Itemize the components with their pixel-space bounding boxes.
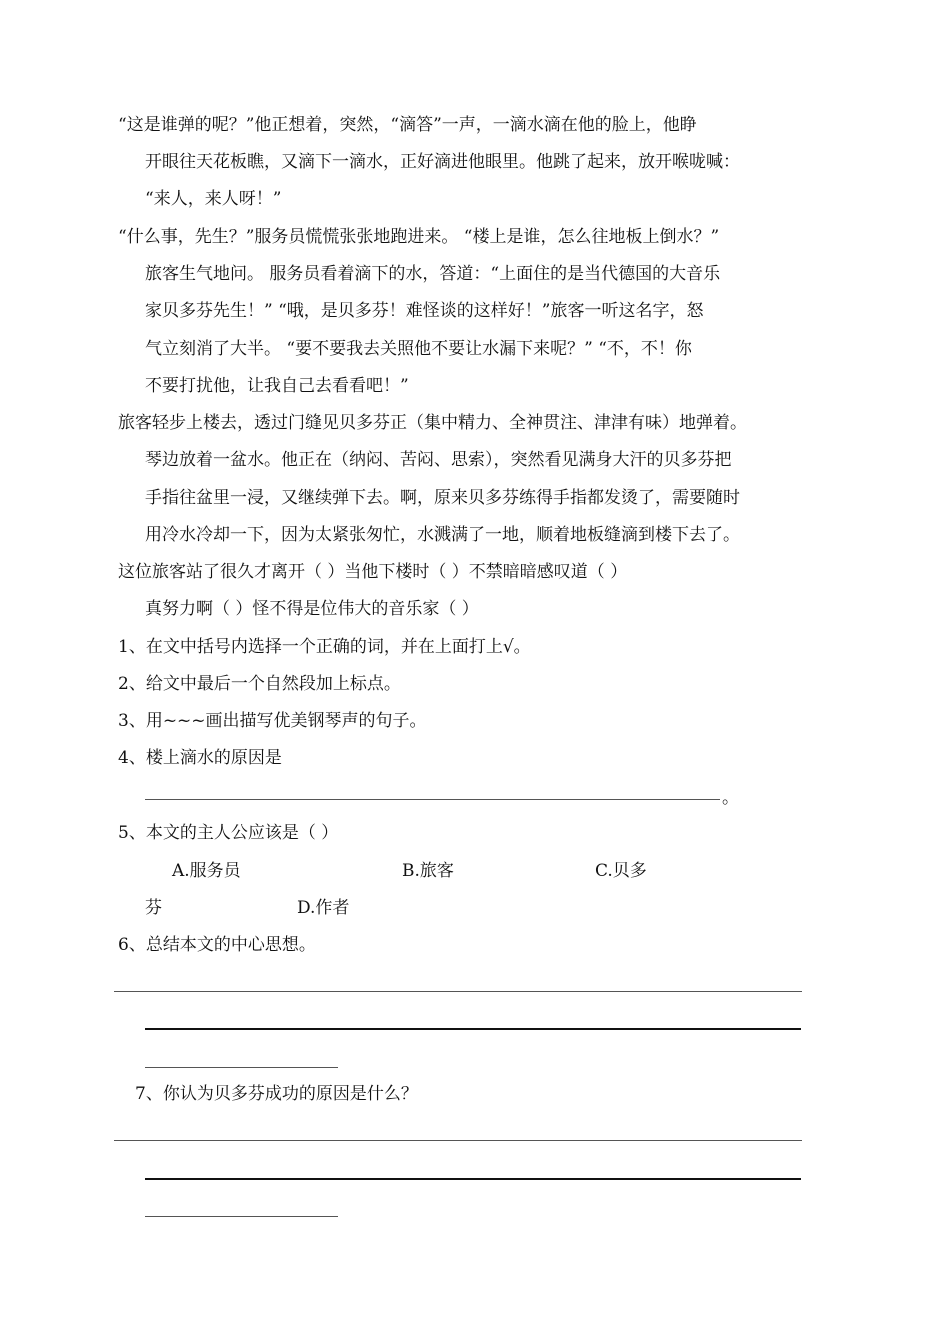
answer-line-q7-3[interactable] [145, 1216, 338, 1217]
answer-line-q6-3[interactable] [145, 1067, 338, 1068]
passage-line: “这是谁弹的呢？”他正想着，突然，“滴答”一声，一滴水滴在他的脸上，他睁 [118, 115, 697, 135]
answer-line-q7-2[interactable] [145, 1178, 801, 1180]
passage-line: 这位旅客站了很久才离开（ ）当他下楼时（ ）不禁暗暗感叹道（ ） [118, 562, 628, 582]
answer-line-q6-1[interactable] [114, 991, 802, 992]
question-1: 1、在文中括号内选择一个正确的词，并在上面打上√。 [118, 637, 531, 657]
answer-line-q6-2[interactable] [145, 1028, 801, 1030]
option-d: D.作者 [297, 898, 350, 918]
question-7: 7、你认为贝多芬成功的原因是什么？ [135, 1084, 418, 1104]
option-c: C.贝多 [595, 861, 647, 881]
option-a: A.服务员 [172, 861, 241, 881]
question-6: 6、总结本文的中心思想。 [118, 935, 316, 955]
passage-line: 开眼往天花板瞧，又滴下一滴水，正好滴进他眼里。他跳了起来，放开喉咙喊： [145, 152, 740, 172]
option-c-continued: 芬 [145, 898, 162, 918]
passage-line: 用冷水冷却一下，因为太紧张匆忙，水溅满了一地，顺着地板缝滴到楼下去了。 [145, 525, 740, 545]
passage-line: 不要打扰他，让我自己去看看吧！” [145, 376, 409, 396]
answer-line-q4[interactable] [145, 799, 720, 800]
question-2: 2、给文中最后一个自然段加上标点。 [118, 674, 401, 694]
passage-line: 旅客生气地问。 服务员看着滴下的水，答道：“上面住的是当代德国的大音乐 [145, 264, 721, 284]
question-5: 5、本文的主人公应该是（ ） [118, 823, 339, 843]
passage-line: “来人，来人呀！” [145, 189, 282, 209]
answer-line-q7-1[interactable] [114, 1140, 802, 1141]
passage-line: “什么事，先生？”服务员慌慌张张地跑进来。 “楼上是谁，怎么往地板上倒水？” [118, 227, 720, 247]
option-b: B.旅客 [402, 861, 454, 881]
question-4-period: 。 [722, 788, 739, 808]
passage-line: 气立刻消了大半。 “要不要我去关照他不要让水漏下来呢？” “不，不！你 [145, 339, 692, 359]
passage-line: 旅客轻步上楼去，透过门缝见贝多芬正（集中精力、全神贯注、津津有味）地弹着。 [118, 413, 747, 433]
passage-line: 真努力啊（ ）怪不得是位伟大的音乐家（ ） [145, 599, 479, 619]
passage-line: 琴边放着一盆水。他正在（纳闷、苦闷、思索），突然看见满身大汗的贝多芬把 [145, 450, 732, 470]
passage-line: 家贝多芬先生！” “哦，是贝多芬！难怪谈的这样好！”旅客一听这名字，怒 [145, 301, 704, 321]
question-3: 3、用~~~画出描写优美钢琴声的句子。 [118, 711, 427, 731]
passage-line: 手指往盆里一浸，又继续弹下去。啊，原来贝多芬练得手指都发烫了，需要随时 [145, 488, 740, 508]
question-4: 4、楼上滴水的原因是 [118, 748, 282, 768]
